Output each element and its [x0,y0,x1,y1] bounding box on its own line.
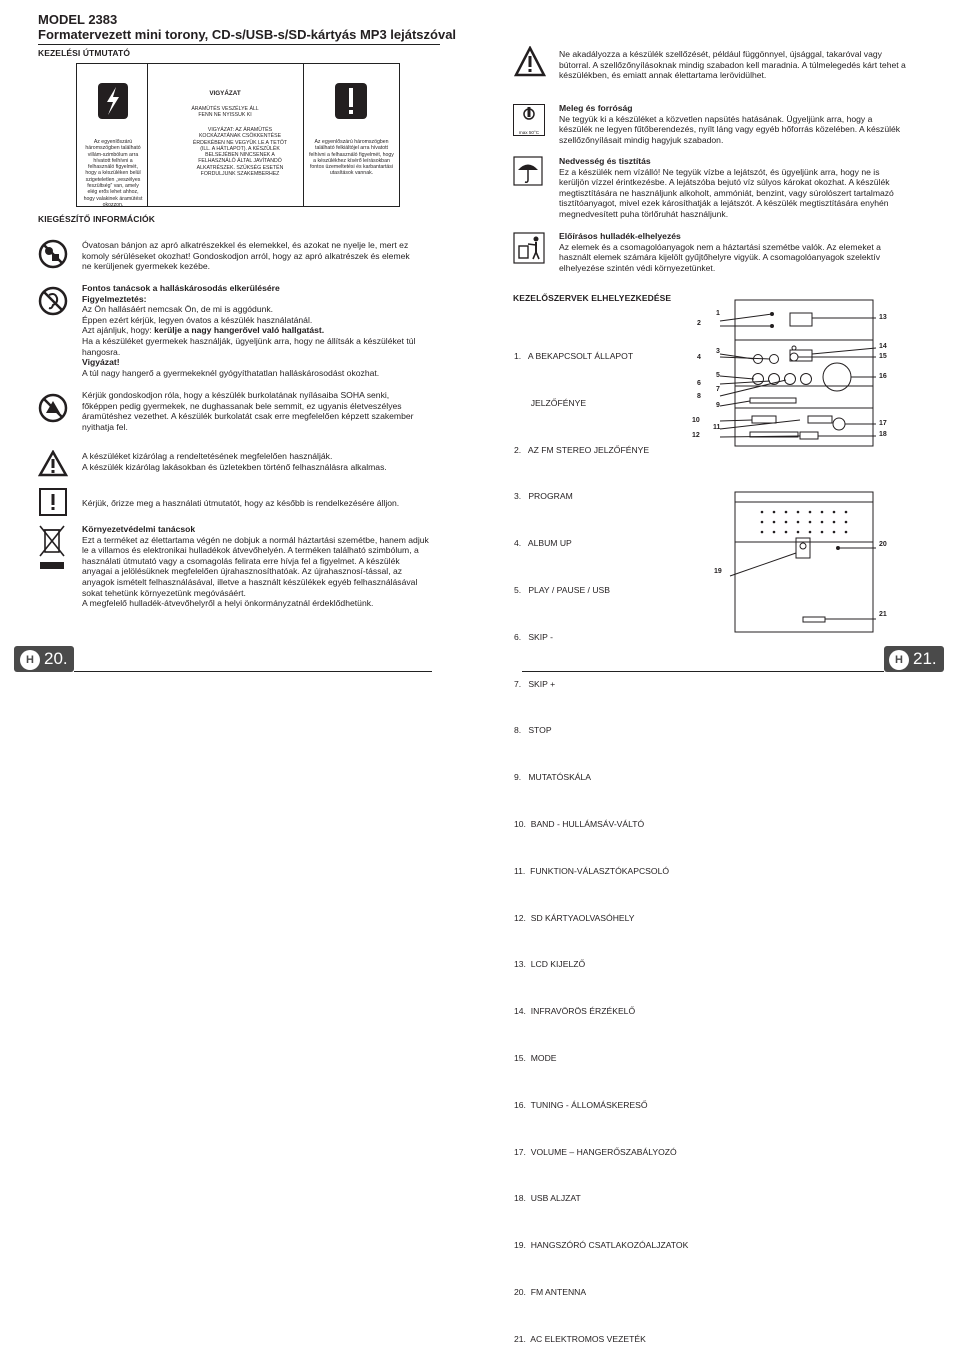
rear-view [730,492,876,632]
no-objects-in-openings-icon [38,393,68,423]
usage-line-2: A készülék kizárólag lakásokban és üzletekben történő felhasználásra alkalmas. [82,461,387,472]
device-diagram [690,296,900,636]
callout-10: 10 [692,417,700,424]
list-item: 1. A BEKAPCSOLT ÁLLAPOT [514,351,634,361]
list-item: 7. SKIP + [514,678,556,689]
hearing-line-2: Éppen ezért kérjük, legyen óvatos a készülék használatánál. [82,314,313,325]
no-small-parts-icon [38,239,68,269]
exclamation-explanation: Az egyenlőszárú háromszögben található felkiáltójel arra hívatott felhívni a felhasználó figyelmét, hogy a készülékhez kísérő leírásokban fontos üzemeltetési és karbantartási utasítások vannak. [309,139,394,177]
moisture-title: Nedvesség és tisztítás [559,156,651,166]
callout-11: 11 [713,424,721,431]
moisture-section [559,156,911,220]
front-view [720,300,876,446]
warning-triangle-icon [38,450,68,477]
list-item: 2. AZ FM STEREO JELZŐFÉNYE [514,444,650,455]
model-title: MODEL 2383 [38,12,118,27]
page-number-badge-left [14,646,74,672]
small-parts-text: Óvatosan bánjon az apró alkatrészekkel és elemekkel, és azokat ne nyelje le, mert ez komoly sérüléseket okozhat! Gondoskodjon arról, hogy az apró alkatrészek és elemek ne kerüljenek gyermekek kezébe. [82,240,410,272]
controls-list [514,315,714,1350]
moisture-text: Ez a készülék nem vízálló! Ne tegyük vízbe a lejátszót, és ügyeljünk arra, hogy ne is kerüljön vízzel érintkezésbe. A lejátszóba bejutó víz súlyos károkat okozhat. A készülék megtisztítására ne használjunk alkoholt, ammóniát, benzint, vagy súrolószert tartalmazó tisztítóanyagot, mivel ezek károsíthatják a lejátszót. A készülék megtisztítására enyhén megnedvesített puha törlőruhát használjunk. [559,166,894,219]
list-item: 17. VOLUME – HANGERŐSZABÁLYOZÓ [514,1146,677,1157]
hearing-section [82,283,437,378]
list-item: 19. HANGSZÓRÓ CSATLAKOZÓALJZATOK [514,1240,689,1251]
caution-shock-line: ÁRAMÜTÉS VESZÉLYE ÁLL FENN NE NYISSUK KI [191,106,259,119]
product-subtitle: Formatervezett mini torony, CD-s/USB-s/SD-kártyás MP3 lejátszóval [38,27,457,42]
hearing-caution-label: Vigyázat! [82,357,120,368]
warning-triangle-icon [514,46,546,78]
list-item: 13. LCD KIJELZŐ [514,959,586,970]
exclamation-warning-icon [334,82,368,120]
callout-3: 3 [716,348,720,355]
callout-7: 7 [716,386,720,393]
hearing-protection-icon [38,286,68,316]
header-rule [38,44,440,45]
hearing-line-5: A túl nagy hangerő a gyermekeknél gyógyíthatatlan halláskárosodást okozhat. [82,367,380,378]
footer-rule-left [74,671,432,672]
ventilation-text: Ne akadályozza a készülék szellőzését, például függönnyel, újsággal, takaróval vagy bútorral. A szellőzőnyílásoknak mindig szabadon kell maradnia. A túlmelegedés kárt tehet a készülékben, és emiatt annak élettartama lerövidülhet. [559,49,906,81]
page-number: 20. [44,649,68,668]
list-item: 20. FM ANTENNA [514,1286,587,1297]
callout-18: 18 [879,431,887,438]
waste-title: Előírásos hulladék-elhelyezés [559,231,681,241]
weee-crossed-bin-icon [38,524,66,572]
list-item: 15. MODE [514,1052,557,1063]
list-item: 12. SD KÁRTYAOLVASÓHELY [514,912,635,923]
environment-section [82,524,430,609]
heat-title: Meleg és forróság [559,103,633,113]
recycle-person-bin-icon [513,232,545,264]
callout-2: 2 [697,320,701,327]
caution-box [76,63,400,207]
thermometer-icon [513,104,545,136]
heat-icon-label: max 50°C [518,130,540,135]
callout-9: 9 [716,402,720,409]
umbrella-moisture-icon [513,156,543,186]
hearing-title: Fontos tanácsok a halláskárosodás elkerülésére [82,283,280,293]
list-item: 14. INFRAVÖRÖS ÉRZÉKELŐ [514,1006,636,1017]
heat-section [559,103,904,145]
list-item: 8. STOP [514,725,552,736]
page-number-badge-right [884,646,944,672]
list-item: 6. SKIP - [514,631,554,642]
list-item: 18. USB ALJZAT [514,1193,581,1204]
callout-21: 21 [879,611,887,618]
callout-4: 4 [697,354,701,361]
list-item: 21. AC ELEKTROMOS VEZETÉK [514,1333,646,1344]
callout-15: 15 [879,353,887,360]
caution-title: VIGYÁZAT [209,90,241,97]
environment-title: Környezetvédelmi tanácsok [82,524,196,534]
waste-text: Az elemek és a csomagolóanyagok nem a háztartási szemétbe valók. Az elemeket a használt elemek számára kijelölt gyűjtőhelyre vigyük. A csomagolóanyagok szelektív elhelyezése szintén védi környezetünket. [559,241,881,273]
list-item: JELZŐFÉNYE [514,397,587,408]
caution-instructions: VIGYÁZAT: AZ ÁRAMÜTÉS KOCKÁZATÁNAK CSÖKKENTÉSE ÉRDEKÉBEN NE VEGYÜK LE A TETŐT (ILL. A HÁTLAPOT). A KÉSZÜLÉK BELSEJÉBEN NINCSENEK A FELHASZNÁLÓ ÁLTAL JAVÍTANDÓ ALKATRÉSZEK. SZÜKSÉG ESETÉN FORDULJUNK SZAKEMBERHEZ [192,127,288,178]
callout-12: 12 [692,432,700,439]
hearing-line-4: Ha a készüléket gyermekek használják, ügyeljünk arra, hogy ne állítsák a készüléket túl hangosra. [82,335,416,357]
callout-6: 6 [697,380,701,387]
callout-20: 20 [879,541,887,548]
accessories-title: KIEGÉSZÍTŐ INFORMÁCIÓK [38,214,155,224]
usage-line-1: A készüléket kizárólag a rendeltetésének megfelelően használják. [82,451,333,461]
heat-text: Ne tegyük ki a készüléket a közvetlen napsütés hatásának. Ügyeljünk arra, hogy a készülék ne legyen fűtőberendezés, nyílt láng vagy egyéb hőforrás közelében. A készülék szellőzőnyílásait mindig hagyjuk szabadon. [559,113,901,145]
callout-1: 1 [716,310,720,317]
language-marker: H [889,650,909,670]
callout-19: 19 [714,568,722,575]
list-item: 4. ALBUM UP [514,538,572,549]
list-item: 3. PROGRAM [514,491,573,502]
list-item: 10. BAND - HULLÁMSÁV-VÁLTÓ [514,818,645,829]
list-item: 11. FUNKTION-VÁLASZTÓKAPCSOLÓ [514,865,670,876]
usage-section [82,451,427,472]
callout-8: 8 [697,393,701,400]
manual-title: KEZELÉSI ÚTMUTATÓ [38,48,131,58]
callout-16: 16 [879,373,887,380]
controls-title: KEZELŐSZERVEK ELHELYEZKEDÉSE [513,293,672,303]
language-marker: H [20,650,40,670]
callout-17: 17 [879,420,887,427]
callout-13: 13 [879,314,887,321]
lightning-explanation: Az egyenlőszárú háromszögben található villám-szimbólum arra hívatott felhívni a felhasználó figyelmét, hogy a készüléken belül szigeteletlen „veszélyes feszültség” van, amely elég erős lehet ahhoz, hogy valakinek áramütést okozzon. [83,139,143,208]
rear-vent-grid [761,511,848,534]
callout-5: 5 [716,372,720,379]
waste-section [559,231,911,273]
hearing-line-3: Azt ajánljuk, hogy: kerülje a nagy hangerővel való hallgatást. [82,325,325,336]
hearing-warning-label: Figyelmeztetés: [82,293,147,304]
list-item: 16. TUNING - ÁLLOMÁSKERESŐ [514,1099,648,1110]
openings-text: Kérjük gondoskodjon róla, hogy a készülék burkolatának nyílásaiba SOHA senki, főképpen pedig gyermekek, ne dughassanak bele semmit, ez ugyanis életveszélyes áramütéshez vezethet. A készülék burkolatát csak erre megfelelően képzett szakember nyithatja fel. [82,390,414,432]
info-square-icon [38,487,68,517]
list-item: 5. PLAY / PAUSE / USB [514,584,611,595]
keep-manual-text: Kérjük, őrizze meg a használati útmutatót, hogy az később is rendelkezésére álljon. [82,498,400,508]
callout-14: 14 [879,343,887,350]
list-item: 9. MUTATÓSKÁLA [514,772,592,783]
footer-rule-right [522,671,884,672]
hearing-line-1: Az Ön hallásáért nemcsak Ön, de mi is aggódunk. [82,304,274,315]
environment-text-2: A megfelelő hulladék-átvevőhelyről a helyi önkormányzatnál érdeklődhetünk. [82,598,374,609]
lightning-warning-icon [97,82,129,120]
page-number: 21. [913,649,937,668]
environment-text: Ezt a terméket az élettartama végén ne dobjuk a normál háztartási szemétbe, hanem adjuk le a villamos és elektronikai hulladékok átvevőhelyén. A terméken található szimbólum, a használati útmutató vagy a csomagolás felirata erre hívja fel a figyelmet. A készülék anyagai a jelölésüknek megfelelően újrahasznosíthatóak. Az újrahasznosí-tással, az anyagok ismételt felhasználásával, illetve a használt készülékek egyéb felhasználásával sokat tehetünk környezetünk megóvásáért. [82,534,429,598]
